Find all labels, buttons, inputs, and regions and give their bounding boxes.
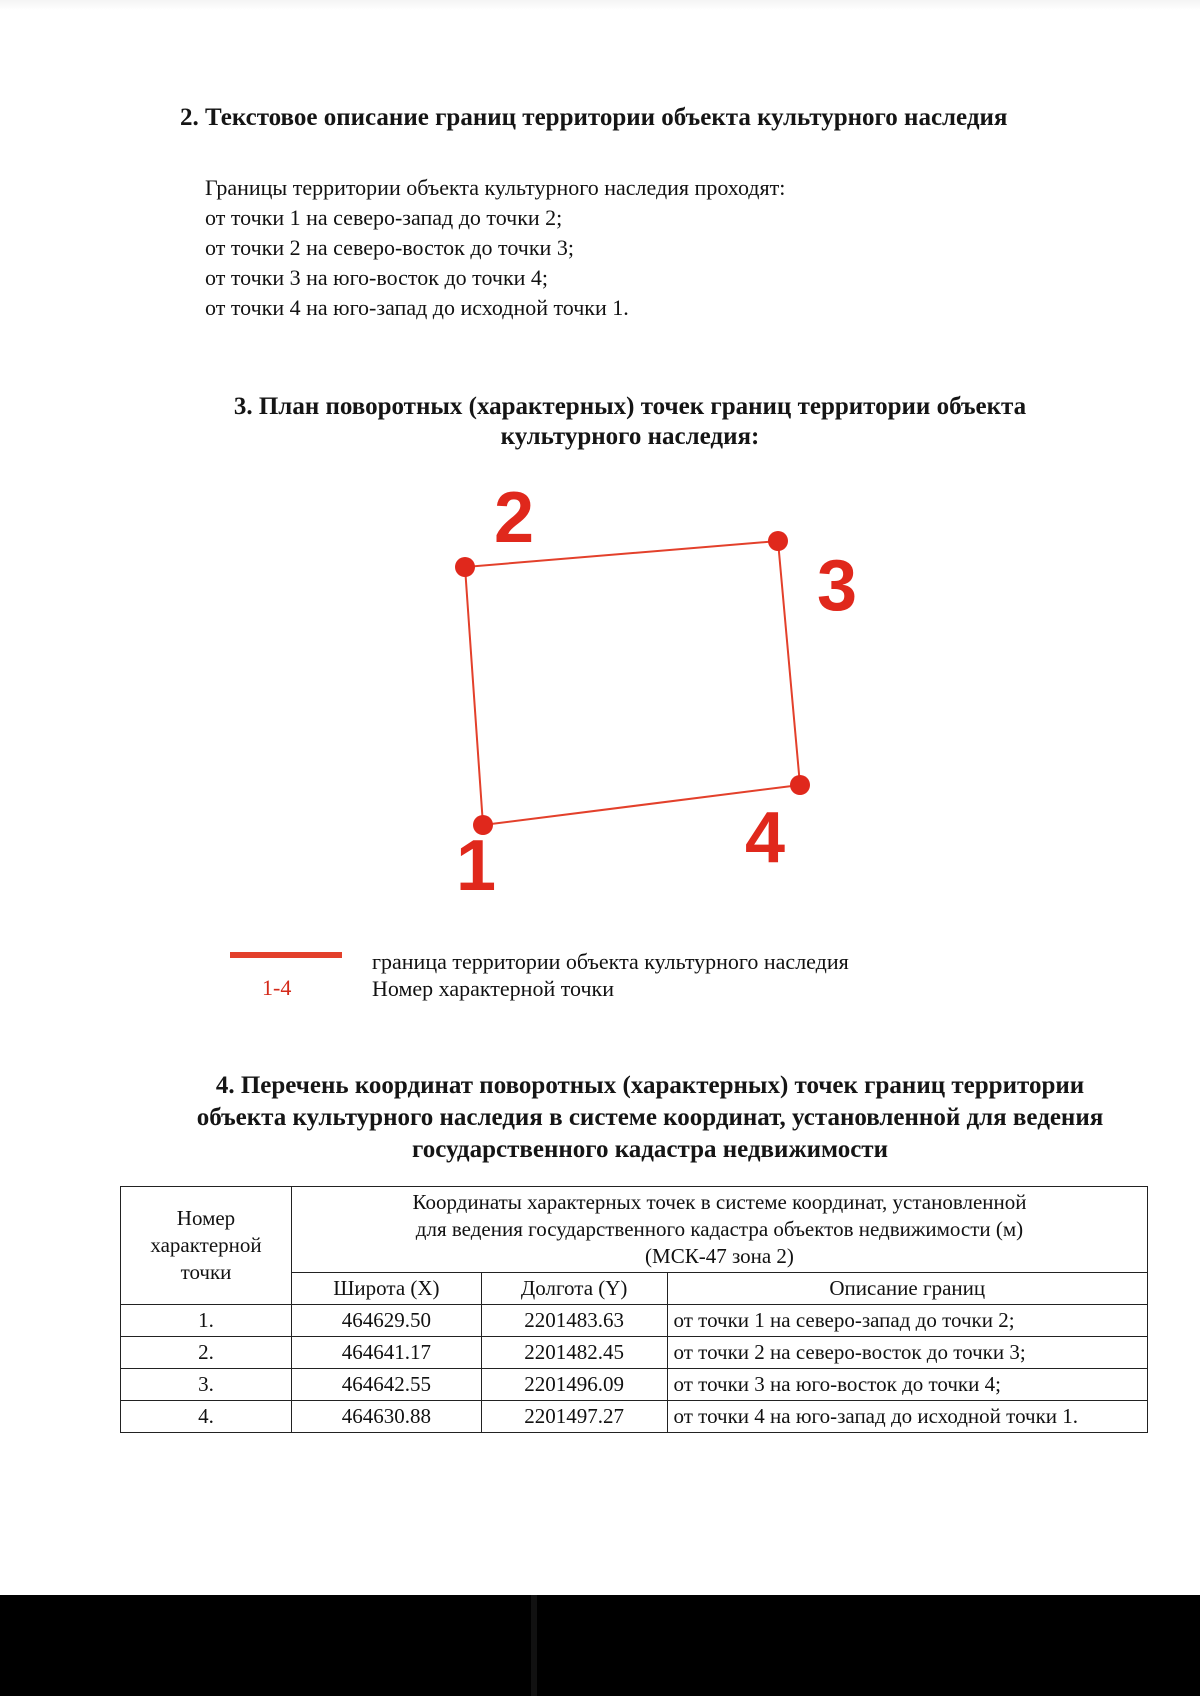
- table-row: [121, 1305, 1148, 1337]
- section3-heading-line: культурного наследия:: [500, 423, 760, 450]
- cell-longitude: 2201497.27: [481, 1401, 667, 1433]
- cell-latitude: 464630.88: [291, 1401, 481, 1433]
- description-line: от точки 2 на северо-восток до точки 3;: [205, 235, 574, 260]
- header-line: характерной: [150, 1233, 262, 1257]
- cell-latitude: 464642.55: [291, 1369, 481, 1401]
- boundary-plan: [400, 465, 900, 905]
- cell-latitude: 464641.17: [291, 1337, 481, 1369]
- section4-heading-line: объекта культурного наследия в системе координат, установленной для ведения: [196, 1104, 1104, 1131]
- section3-heading: [150, 392, 1110, 452]
- cell-number: 4.: [121, 1401, 292, 1433]
- legend-number-text: Номер характерной точки: [372, 976, 614, 1001]
- boundary-polygon: [465, 541, 800, 825]
- col-latitude-header: Широта (X): [291, 1273, 481, 1305]
- col-description-header: Описание границ: [667, 1273, 1147, 1305]
- cell-latitude: 464629.50: [291, 1305, 481, 1337]
- col-longitude-header: Долгота (Y): [481, 1273, 667, 1305]
- description-line: от точки 1 на северо-запад до точки 2;: [205, 205, 563, 230]
- col-point-number-header: [121, 1187, 292, 1305]
- boundary-description: [205, 173, 785, 323]
- coordinates-table: [120, 1186, 1148, 1433]
- legend-number-sample: 1-4: [262, 975, 292, 1000]
- description-line: Границы территории объекта культурного наследия проходят:: [205, 175, 786, 200]
- scan-edge: [0, 0, 1200, 10]
- section2-heading: 2. Текстовое описание границ территории объекта культурного наследия: [180, 104, 1008, 131]
- cell-number: 3.: [121, 1369, 292, 1401]
- header-line: для ведения государственного кадастра объектов недвижимости (м): [415, 1217, 1024, 1241]
- cell-number: 2.: [121, 1337, 292, 1369]
- header-line: Координаты характерных точек в системе координат, установленной: [412, 1190, 1027, 1214]
- point-3-marker: [768, 531, 788, 551]
- table-row: [121, 1337, 1148, 1369]
- legend-boundary-text: граница территории объекта культурного наследия: [372, 949, 849, 974]
- point-3-label: 3: [817, 546, 858, 626]
- table-row: [121, 1401, 1148, 1433]
- header-line: точки: [180, 1260, 232, 1284]
- cell-description: от точки 3 на юго-восток до точки 4;: [667, 1369, 1147, 1401]
- legend-boundary-swatch: [230, 952, 342, 958]
- scan-bottom-band: [0, 1595, 1200, 1696]
- table-header-row: [121, 1187, 1148, 1273]
- section3-heading-line: 3. План поворотных (характерных) точек границ территории объекта: [233, 393, 1027, 420]
- cell-longitude: 2201482.45: [481, 1337, 667, 1369]
- section4-heading-line: 4. Перечень координат поворотных (характерных) точек границ территории: [215, 1072, 1085, 1099]
- cell-description: от точки 1 на северо-запад до точки 2;: [667, 1305, 1147, 1337]
- table-row: [121, 1369, 1148, 1401]
- col-coordinates-group-header: [291, 1187, 1147, 1273]
- point-1-label: 1: [456, 826, 497, 905]
- point-4-marker: [790, 775, 810, 795]
- description-line: от точки 4 на юго-запад до исходной точки 1.: [205, 295, 629, 320]
- description-line: от точки 3 на юго-восток до точки 4;: [205, 265, 549, 290]
- point-4-label: 4: [745, 798, 786, 878]
- cell-description: от точки 4 на юго-запад до исходной точки 1.: [667, 1401, 1147, 1433]
- point-2-label: 2: [494, 478, 535, 558]
- header-line: (МСК-47 зона 2): [645, 1244, 794, 1268]
- section4-heading-line: государственного кадастра недвижимости: [412, 1136, 888, 1163]
- cell-longitude: 2201483.63: [481, 1305, 667, 1337]
- cell-description: от точки 2 на северо-восток до точки 3;: [667, 1337, 1147, 1369]
- section4-heading: [110, 1070, 1190, 1166]
- point-2-marker: [455, 557, 475, 577]
- header-line: Номер: [176, 1206, 236, 1230]
- cell-number: 1.: [121, 1305, 292, 1337]
- cell-longitude: 2201496.09: [481, 1369, 667, 1401]
